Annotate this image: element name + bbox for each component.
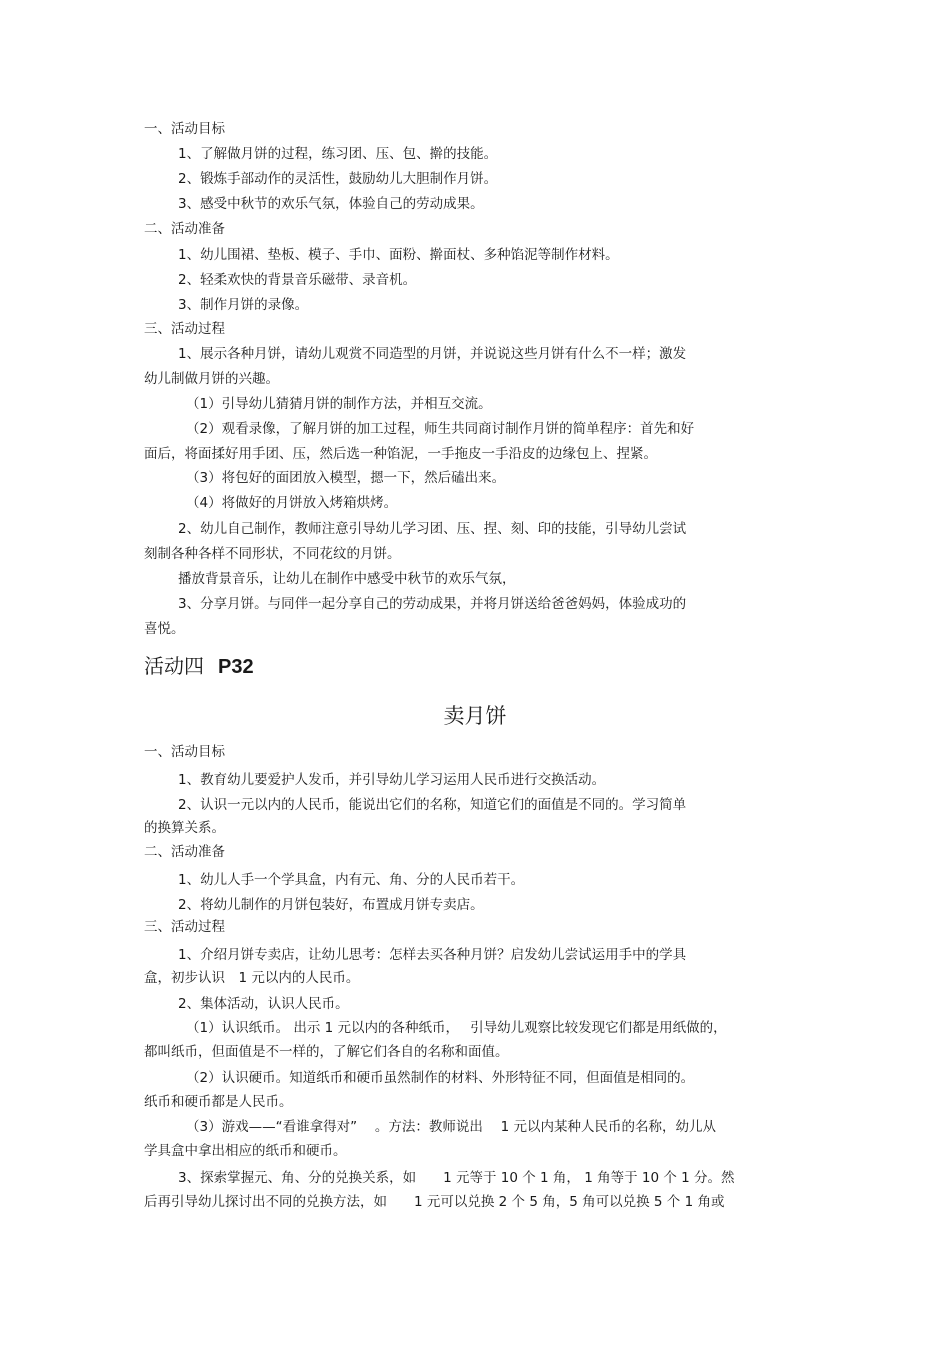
text-line: 1、了解做月饼的过程，练习团、压、包、擀的技能。 xyxy=(178,146,498,162)
section-heading-process: 三、活动过程 xyxy=(144,321,225,337)
text-line: 面后，将面揉好用手团、压，然后选一种馅泥，一手拖皮一手沿皮的边缘包上、捏紧。 xyxy=(144,446,657,462)
text-line: 1、介绍月饼专卖店，让幼儿思考：怎样去买各种月饼？启发幼儿尝试运用手中的学具 xyxy=(178,947,687,963)
text-line: （4）将做好的月饼放入烤箱烘烤。 xyxy=(186,495,398,511)
activity-heading xyxy=(144,652,254,681)
text-line: 1、展示各种月饼，请幼儿观赏不同造型的月饼，并说说这些月饼有什么不一样；激发 xyxy=(178,346,687,362)
section-heading-process: 三、活动过程 xyxy=(144,919,225,935)
text-line: 2、将幼儿制作的月饼包装好，布置成月饼专卖店。 xyxy=(178,897,484,913)
text-line: 盒，初步认识 1 元以内的人民币。 xyxy=(144,970,360,986)
text-line: 播放背景音乐，让幼儿在制作中感受中秋节的欢乐气氛， xyxy=(178,571,516,587)
text-line: （3）将包好的面团放入模型，摁一下，然后磕出来。 xyxy=(186,470,506,486)
text-line: 3、分享月饼。与同伴一起分享自己的劳动成果，并将月饼送给爸爸妈妈，体验成功的 xyxy=(178,596,687,612)
text-line: 学具盒中拿出相应的纸币和硬币。 xyxy=(144,1143,347,1159)
text-line: （1）认识纸币。 出示 1 元以内的各种纸币， 引导幼儿观察比较发现它们都是用纸做的， xyxy=(186,1020,727,1036)
text-line: 后再引导幼儿探讨出不同的兑换方法，如 1 元可以兑换 2 个 5 角，5 角可以兑换 5 个 1 角或 xyxy=(144,1194,725,1210)
text-line: 1、幼儿人手一个学具盒，内有元、角、分的人民币若干。 xyxy=(178,872,525,888)
text-line: 2、集体活动，认识人民币。 xyxy=(178,996,349,1012)
text-line: 3、制作月饼的录像。 xyxy=(178,297,309,313)
text-line: 3、探索掌握元、角、分的兑换关系，如 1 元等于 10 个 1 角， 1 角等于 10 个 1 分。然 xyxy=(178,1170,735,1186)
text-line: （1）引导幼儿猜猜月饼的制作方法，并相互交流。 xyxy=(186,396,492,412)
text-line: 2、幼儿自己制作，教师注意引导幼儿学习团、压、捏、刻、印的技能，引导幼儿尝试 xyxy=(178,521,687,537)
section-heading-goals: 一、活动目标 xyxy=(144,744,225,760)
section-heading-preparation: 二、活动准备 xyxy=(144,221,225,237)
text-line: 纸币和硬币都是人民币。 xyxy=(144,1094,293,1110)
text-line: 2、轻柔欢快的背景音乐磁带、录音机。 xyxy=(178,272,417,288)
activity-heading-label: 活动四 xyxy=(144,654,204,678)
text-line: 2、认识一元以内的人民币，能说出它们的名称，知道它们的面值是不同的。学习简单 xyxy=(178,797,687,813)
text-line: 刻制各种各样不同形状，不同花纹的月饼。 xyxy=(144,546,401,562)
text-line: （3）游戏——“看谁拿得对” 。方法：教师说出 1 元以内某种人民币的名称，幼儿从 xyxy=(186,1119,717,1135)
section-heading-preparation: 二、活动准备 xyxy=(144,844,225,860)
text-line: （2）观看录像，了解月饼的加工过程，师生共同商讨制作月饼的简单程序：首先和好 xyxy=(186,421,695,437)
text-line: 1、幼儿围裙、垫板、模子、手巾、面粉、擀面杖、多种馅泥等制作材料。 xyxy=(178,247,619,263)
text-line: 的换算关系。 xyxy=(144,820,225,836)
text-line: 2、锻炼手部动作的灵活性，鼓励幼儿大胆制作月饼。 xyxy=(178,171,498,187)
text-line: 3、感受中秋节的欢乐气氛，体验自己的劳动成果。 xyxy=(178,196,484,212)
section-heading-goals: 一、活动目标 xyxy=(144,121,225,137)
text-line: 幼儿制做月饼的兴趣。 xyxy=(144,371,279,387)
page-title: 卖月饼 xyxy=(443,704,507,728)
text-line: 1、教育幼儿要爱护人发币，并引导幼儿学习运用人民币进行交换活动。 xyxy=(178,772,606,788)
text-line: 喜悦。 xyxy=(144,621,185,637)
activity-page-number: P32 xyxy=(218,656,254,678)
text-line: 都叫纸币，但面值是不一样的，了解它们各自的名称和面值。 xyxy=(144,1044,509,1060)
text-line: （2）认识硬币。知道纸币和硬币虽然制作的材料、外形特征不同，但面值是相同的。 xyxy=(186,1070,695,1086)
